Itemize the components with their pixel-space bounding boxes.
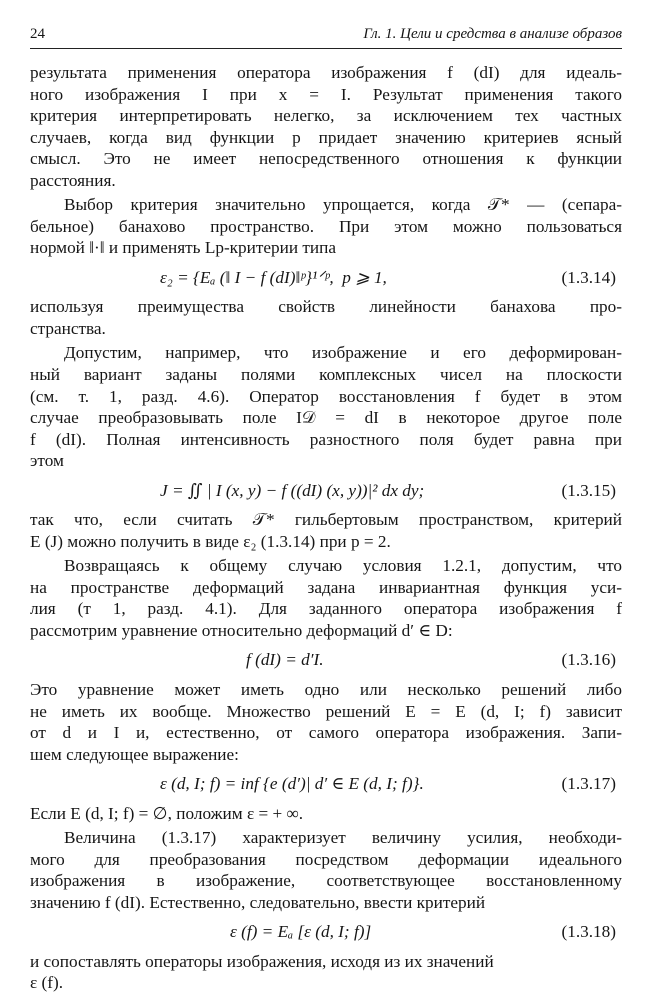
equation-number-1-3-15: (1.3.15) <box>561 480 616 500</box>
equation-number-1-3-14: (1.3.14) <box>561 267 616 287</box>
p1-line-3: критерия интерпретировать нелегко, за исключением тех частных <box>30 106 622 126</box>
running-title: Гл. 1. Цели и средства в анализе образов <box>363 26 622 42</box>
equation-1-3-15: J = ∬ | I (x, y) − f ((dI) (x, y))|² dx dy; <box>160 480 425 500</box>
p3-line-2: странства. <box>30 318 106 338</box>
p9-line-3: изображения в изображение, соответствующее восстановленному <box>30 871 622 891</box>
p9-line-2: мого для преобразования посредством деформации идеального <box>30 849 622 869</box>
p7-line-2: не иметь их вообще. Множество решений E = E (d, I; f) зависит <box>30 701 622 721</box>
p4-line-1: Допустим, например, что изображение и его деформирован- <box>64 343 622 363</box>
p7-line-3: от d и I и, естественно, от самого оператора изображения. Запи- <box>30 723 622 743</box>
p4-line-3: (см. т. 1, разд. 4.6). Оператор восстановления f будет в этом <box>30 386 622 406</box>
equation-1-3-17: ε (d, I; f) = inf {e (d′)| d′ ∈ E (d, I; f)}. <box>160 774 424 794</box>
equation-1-3-16: f (dI) = d′I. <box>246 650 324 670</box>
equation-1-3-18: ε (f) = Eₐ [ε (d, I; f)] <box>230 922 372 942</box>
p1-line-4: случаев, когда вид функции p придает значению критериев ясный <box>30 127 622 147</box>
page-header <box>30 24 622 49</box>
p8-line-1: Если E (d, I; f) = ∅, положим ε = + ∞. <box>30 803 304 823</box>
p1-line-1: результата применения оператора изображения f (dI) для идеаль- <box>30 63 622 82</box>
p1-line-2: ного изображения I при x = I. Результат применения такого <box>30 84 622 104</box>
p9-line-1: Величина (1.3.17) характеризует величину усилия, необходи- <box>64 828 622 848</box>
equation-number-1-3-16: (1.3.16) <box>561 650 616 670</box>
p1-line-5: смысл. Это не имеет непосредственного отношения к функции <box>30 149 622 169</box>
p10-line-1: и сопоставлять операторы изображения, исходя из их значений <box>30 951 494 971</box>
p4-line-6: этом <box>30 451 64 471</box>
p6-line-2: на пространстве деформаций задана инвариантная функция уси- <box>30 577 622 597</box>
equation-number-1-3-18: (1.3.18) <box>561 922 616 942</box>
p4-line-5: f (dI). Полная интенсивность разностного поля будет равна при <box>30 429 622 449</box>
p3-line-1: используя преимущества свойств линейности банахова про- <box>30 297 622 317</box>
p5-line-1: так что, если считать 𝒯* гильбертовым пространством, критерий <box>30 510 622 530</box>
p7-line-1: Это уравнение может иметь одно или несколько решений либо <box>30 680 622 699</box>
p6-line-1: Возвращаясь к общему случаю условия 1.2.1, допустим, что <box>64 556 622 576</box>
p2-line-2: бельное) банахово пространство. При этом можно пользоваться <box>30 216 622 236</box>
p1-line-6: расстояния. <box>30 170 116 190</box>
equation-number-1-3-17: (1.3.17) <box>561 774 616 794</box>
p9-line-4: значению f (dI). Естественно, следовательно, ввести критерий <box>30 892 486 912</box>
p2-line-3: нормой ‖·‖ и применять Lp-критерии типа <box>30 238 336 258</box>
p7-line-4: шем следующее выражение: <box>30 744 239 764</box>
p5-line-2: E (J) можно получить в виде ε₂ (1.3.14) при p = 2. <box>30 531 391 551</box>
p2-line-1: Выбор критерия значительно упрощается, когда 𝒯* — (сепара- <box>64 195 622 215</box>
p4-line-4: случае преобразовывать поле I𝒟 = dI в некоторое другое поле <box>30 408 622 428</box>
p10-line-2: ε (f). <box>30 973 64 993</box>
p4-line-2: ный вариант заданы полями комплексных чисел на плоскости <box>30 365 622 384</box>
equation-1-3-14: ε₂ = {Eₐ (‖ I − f (dI)‖ᵖ}¹ᐟᵖ, p ⩾ 1, <box>160 267 387 287</box>
p6-line-3: лия (т 1, разд. 4.1). Для заданного оператора изображения f <box>30 599 622 619</box>
p6-line-4: рассмотрим уравнение относительно деформаций d′ ∈ D: <box>30 620 453 640</box>
page-number: 24 <box>30 26 45 42</box>
